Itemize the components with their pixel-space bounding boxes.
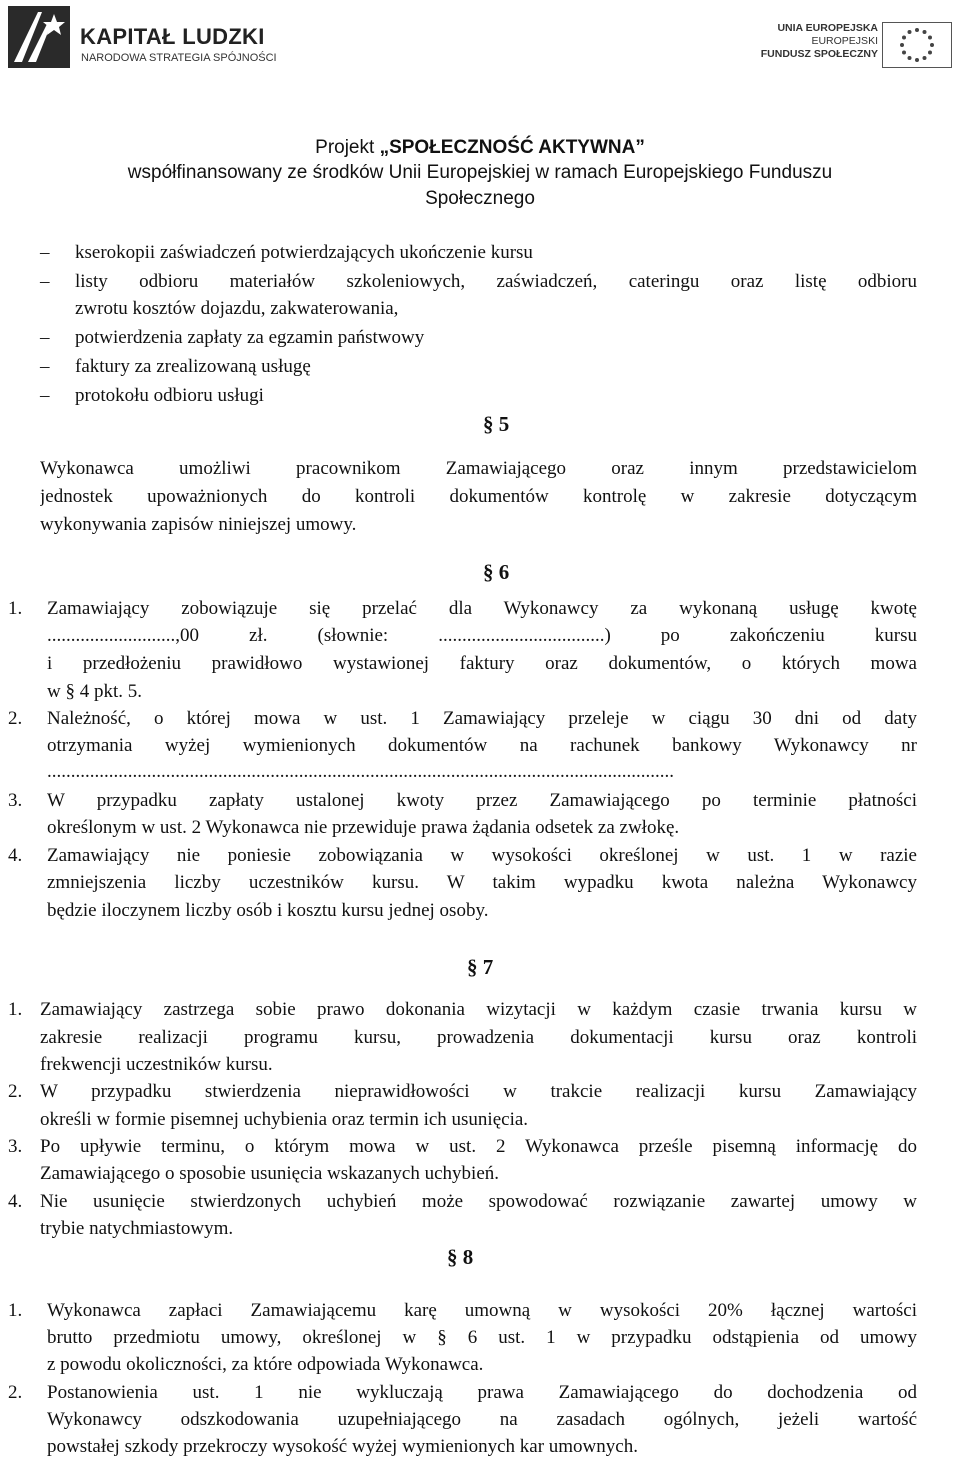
list-item-text: protokołu odbioru usługi <box>75 385 264 406</box>
s6-item-line: Należność, o której mowa w ust. 1 Zamawiający przeleje w ciągu 30 dni od daty <box>47 708 917 729</box>
eu-star-icon <box>915 58 919 62</box>
eu-star-icon <box>923 56 927 60</box>
s6-item-line: Zamawiający nie poniesie zobowiązania w wysokości określonej w ust. 1 w razie <box>47 845 917 866</box>
eu-logo-line1: UNIA EUROPEJSKA <box>777 22 878 34</box>
s6-item-line: i przedłożeniu prawidłowo wystawionej faktury oraz dokumentów, o których mowa <box>47 653 917 674</box>
page-header <box>0 0 960 80</box>
s8-item-line: z powodu okoliczności, za które odpowiada Wykonawca. <box>47 1354 484 1375</box>
kapital-ludzki-logo <box>8 6 308 72</box>
eu-star-icon <box>915 28 919 32</box>
eu-star-icon <box>908 30 912 34</box>
s8-item-line: brutto przedmiotu umowy, określonej w § 6 ust. 1 w przypadku odstąpienia od umowy <box>47 1327 917 1348</box>
s6-item-line: określonym w ust. 2 Wykonawca nie przewiduje prawa żądania odsetek za zwłokę. <box>47 817 680 838</box>
project-prefix: Projekt <box>315 137 380 158</box>
s5-line: Wykonawca umożliwi pracownikom Zamawiającego oraz innym przedstawicielom <box>40 458 917 479</box>
s7-item-line: zakresie realizacji programu kursu, prowadzenia dokumentacji kursu oraz kontroli <box>40 1027 917 1048</box>
project-title <box>0 137 960 159</box>
s8-item-number: 1. <box>8 1300 23 1321</box>
s6-item-line: ...........................,00 zł. (słownie: ...................................) po zakończeniu kursu <box>47 625 917 646</box>
s6-item-line: Zamawiający zobowiązuje się przelać dla Wykonawcy za wykonaną usługę kwotę <box>47 598 917 619</box>
s6-item-line: będzie iloczynem liczby osób i kosztu kursu jednej osoby. <box>47 900 489 921</box>
s7-item-number: 1. <box>8 999 23 1020</box>
dash-bullet: – <box>40 242 50 263</box>
s7-item-line: trybie natychmiastowym. <box>40 1218 234 1239</box>
list-item-text: potwierdzenia zapłaty za egzamin państwowy <box>75 327 425 348</box>
list-item-text: zwrotu kosztów dojazdu, zakwaterowania, <box>75 298 399 319</box>
section-5-heading: § 5 <box>483 412 510 436</box>
s6-item-number: 4. <box>8 845 23 866</box>
eu-star-icon <box>902 36 906 40</box>
list-item-text: listy odbioru materiałów szkoleniowych, zaświadczeń, cateringu oraz listę odbioru <box>75 271 917 292</box>
s6-item-line: .................................................................................................................................... <box>47 761 674 782</box>
s7-item-number: 3. <box>8 1136 23 1157</box>
dash-bullet: – <box>40 356 50 377</box>
s6-item-line: zmniejszenia liczby uczestników kursu. W takim wypadku kwota należna Wykonawcy <box>47 872 917 893</box>
eu-star-icon <box>902 51 906 55</box>
s6-item-number: 3. <box>8 790 23 811</box>
kapital-ludzki-mark-icon <box>8 6 70 68</box>
s8-item-line: Wykonawca zapłaci Zamawiającemu karę umowną w wysokości 20% łącznej wartości <box>47 1300 917 1321</box>
kapital-ludzki-subtitle: NARODOWA STRATEGIA SPÓJNOŚCI <box>81 52 277 64</box>
eu-star-icon <box>908 56 912 60</box>
s5-line: wykonywania zapisów niniejszej umowy. <box>40 514 357 535</box>
s7-item-number: 2. <box>8 1081 23 1102</box>
section-6-heading: § 6 <box>483 560 510 584</box>
project-name: „SPOŁECZNOŚĆ AKTYWNA” <box>379 137 645 158</box>
dash-bullet: – <box>40 385 50 406</box>
eu-star-icon <box>900 43 904 47</box>
eu-star-icon <box>928 36 932 40</box>
eu-star-icon <box>928 51 932 55</box>
dash-bullet: – <box>40 271 50 292</box>
section-7-heading: § 7 <box>467 955 494 979</box>
s6-item-line: otrzymania wyżej wymienionych dokumentów na rachunek bankowy Wykonawcy nr <box>47 735 917 756</box>
eu-logo-line3: FUNDUSZ SPOŁECZNY <box>760 48 878 60</box>
s6-item-number: 1. <box>8 598 23 619</box>
list-item-text: kserokopii zaświadczeń potwierdzających ukończenie kursu <box>75 242 533 263</box>
s7-item-line: Zamawiającego o sposobie usunięcia wskazanych uchybień. <box>40 1163 500 1184</box>
dash-bullet: – <box>40 327 50 348</box>
eu-star-icon <box>930 43 934 47</box>
s7-item-line: Po upływie terminu, o którym mowa w ust. 2 Wykonawca prześle pisemną informację do <box>40 1136 917 1157</box>
s7-item-line: Nie usunięcie stwierdzonych uchybień może spowodować rozwiązanie zawartej umowy w <box>40 1191 917 1212</box>
s7-item-line: frekwencji uczestników kursu. <box>40 1054 273 1075</box>
s8-item-line: Wykonawcy odszkodowania uzupełniającego na zasadach ogólnych, jeżeli wartość <box>47 1409 917 1430</box>
s5-line: jednostek upoważnionych do kontroli dokumentów kontrolę w zakresie dotyczącym <box>40 486 917 507</box>
eu-logo-line2: EUROPEJSKI <box>811 35 878 47</box>
eu-star-icon <box>923 30 927 34</box>
s7-item-line: określi w formie pisemnej uchybienia oraz termin ich usunięcia. <box>40 1109 529 1130</box>
s8-item-line: powstałej szkody przekroczy wysokość wyżej wymienionych kar umownych. <box>47 1436 638 1457</box>
s7-item-line: W przypadku stwierdzenia nieprawidłowości w trakcie realizacji kursu Zamawiający <box>40 1081 917 1102</box>
eu-flag-icon <box>882 22 952 68</box>
project-line2: współfinansowany ze środków Unii Europejskiej w ramach Europejskiego Funduszu <box>127 162 833 183</box>
s6-item-line: W przypadku zapłaty ustalonej kwoty przez Zamawiającego po terminie płatności <box>47 790 917 811</box>
project-line3: Społecznego <box>425 188 535 209</box>
s6-item-line: w § 4 pkt. 5. <box>47 681 142 702</box>
list-item-text: faktury za zrealizowaną usługę <box>75 356 311 377</box>
s8-item-line: Postanowienia ust. 1 nie wykluczają prawa Zamawiającego do dochodzenia od <box>47 1382 917 1403</box>
s7-item-line: Zamawiający zastrzega sobie prawo dokonania wizytacji w każdym czasie trwania kursu w <box>40 999 917 1020</box>
s6-item-number: 2. <box>8 708 23 729</box>
kapital-ludzki-title: KAPITAŁ LUDZKI <box>80 24 265 49</box>
s8-item-number: 2. <box>8 1382 23 1403</box>
s7-item-number: 4. <box>8 1191 23 1212</box>
section-8-heading: § 8 <box>447 1245 474 1269</box>
eu-logo <box>760 22 960 72</box>
eu-logo-text <box>761 22 878 61</box>
